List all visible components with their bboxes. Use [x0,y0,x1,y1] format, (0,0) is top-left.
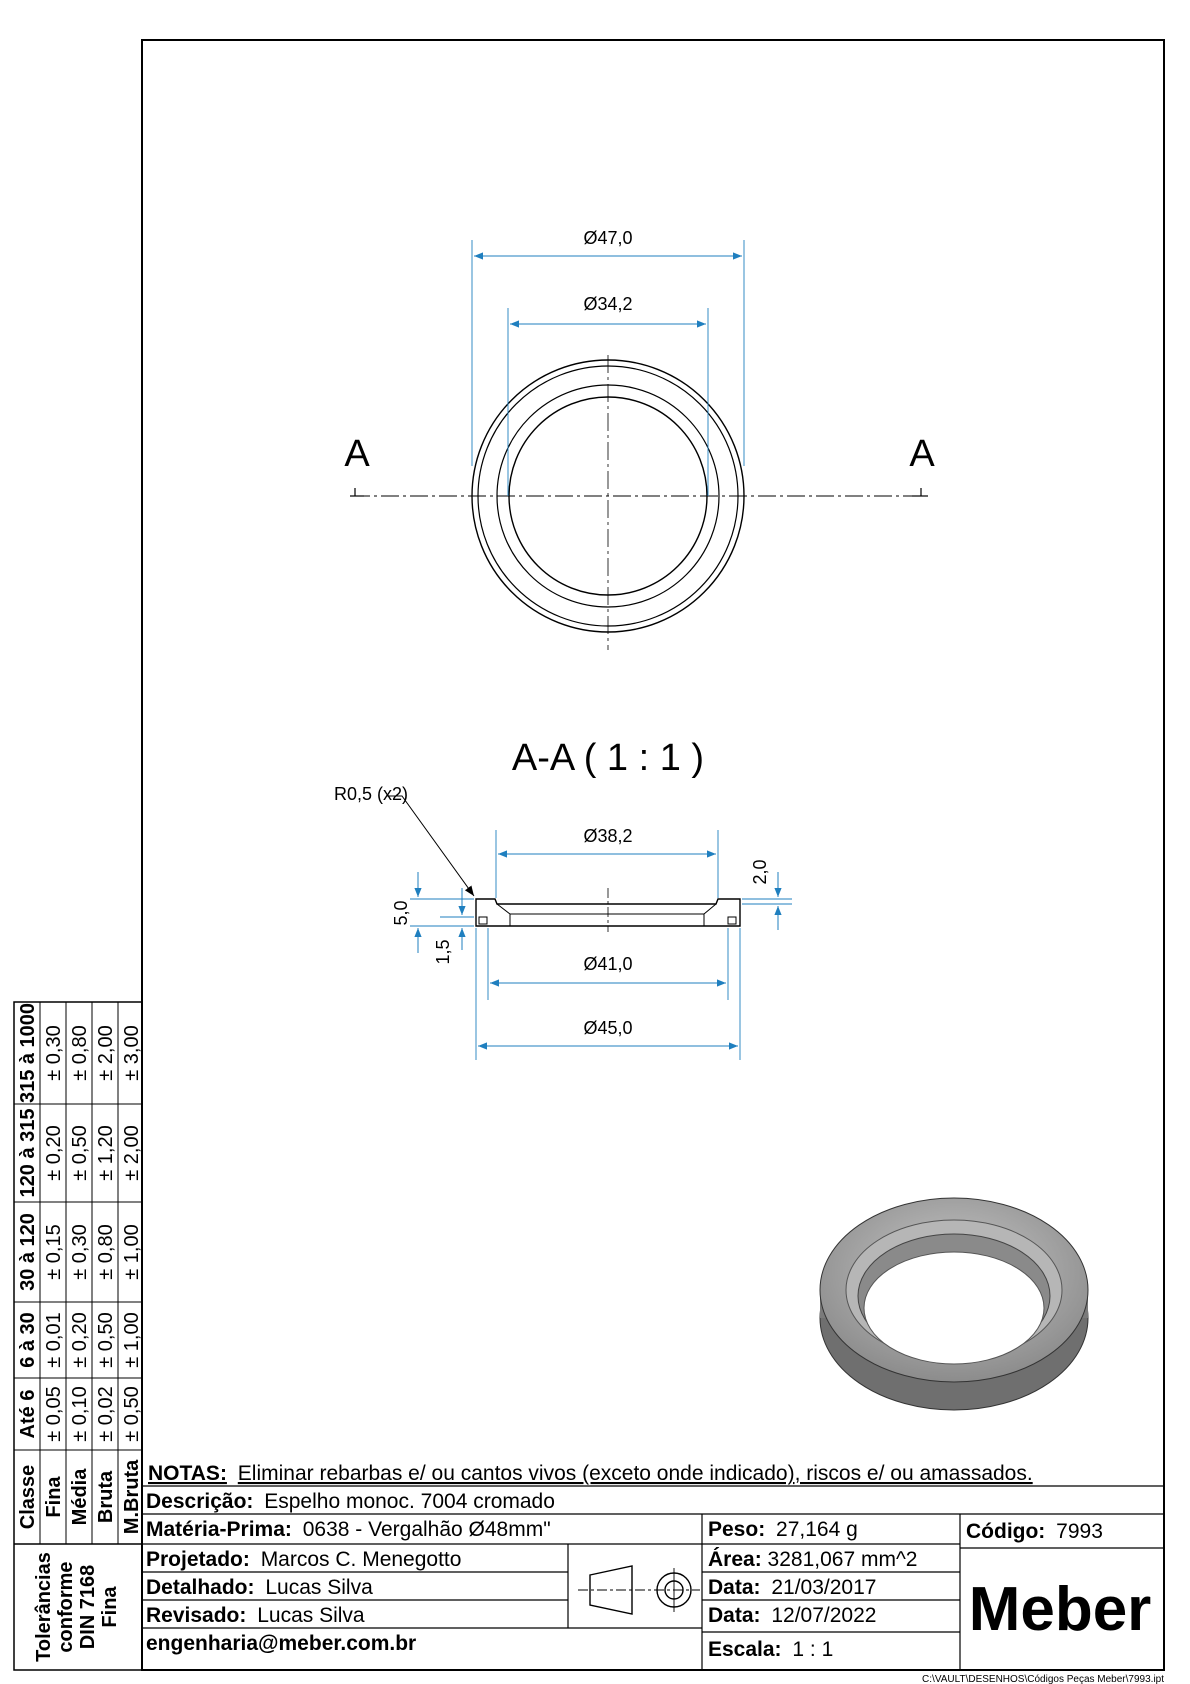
projetado: Projetado: Marcos C. Menegotto [146,1548,462,1571]
svg-text:± 3,00: ± 3,00 [121,1025,143,1081]
tol-class-media: Média [69,1468,91,1526]
dim-section-step: 1,5 [433,939,453,965]
data-criacao: Data: 21/03/2017 [708,1576,877,1599]
svg-text:± 0,80: ± 0,80 [95,1224,117,1280]
tol-class-bruta: Bruta [95,1470,117,1524]
title-block [142,1462,1164,1670]
area: Área: 3281,067 mm^2 [708,1548,918,1571]
dim-outer-diameter: Ø47,0 [583,228,633,248]
svg-text:± 0,50: ± 0,50 [69,1125,91,1181]
tol-class-header: Classe [17,1464,39,1530]
svg-text:± 0,05: ± 0,05 [43,1386,65,1442]
svg-text:± 2,00: ± 2,00 [95,1025,117,1081]
tol-row-120-315 [17,1109,143,1198]
third-angle-projection-symbol [578,1566,700,1614]
svg-text:± 1,00: ± 1,00 [121,1312,143,1368]
dim-inner-diameter: Ø34,2 [583,294,633,314]
tolerance-table [14,1002,143,1670]
dim-section-top: Ø38,2 [583,826,633,846]
drawing-frame [142,40,1164,1670]
dim-section-bottom: Ø45,0 [583,1018,633,1038]
company-logo: Meber [968,1575,1152,1644]
svg-text:± 0,15: ± 0,15 [43,1224,65,1280]
svg-text:± 0,20: ± 0,20 [69,1312,91,1368]
dim-section-height: 5,0 [391,900,411,926]
svg-text:120 à 315: 120 à 315 [17,1108,39,1198]
notes-label: NOTAS: [148,1462,227,1485]
section-view [334,737,792,1060]
radius-note: R0,5 (x2) [334,784,409,804]
codigo: Código: 7993 [966,1520,1103,1543]
tol-class-fina: Fina [43,1476,65,1518]
section-label-right: A [909,433,935,475]
revisado: Revisado: Lucas Silva [146,1604,365,1627]
peso: Peso: 27,164 g [708,1518,858,1541]
svg-text:315 à 1000: 315 à 1000 [17,1002,39,1104]
svg-text:Até 6: Até 6 [17,1389,39,1439]
materia-prima: Matéria-Prima: 0638 - Vergalhão Ø48mm" [146,1518,551,1541]
svg-text:± 0,02: ± 0,02 [95,1386,117,1442]
tol-row-30-120 [17,1213,143,1291]
tol-caption-3: DIN 7168 [77,1564,99,1650]
ring-groove-left [479,917,487,924]
email: engenharia@meber.com.br [146,1632,417,1655]
escala: Escala: 1 : 1 [708,1638,834,1661]
svg-text:± 0,80: ± 0,80 [69,1025,91,1081]
svg-text:± 0,10: ± 0,10 [69,1386,91,1442]
svg-text:± 0,30: ± 0,30 [69,1224,91,1280]
section-label-left: A [344,433,370,475]
svg-text:6 à 30: 6 à 30 [17,1312,39,1368]
notes [148,1462,1033,1485]
ring-groove-right [728,917,736,924]
detalhado: Detalhado: Lucas Silva [146,1576,373,1599]
dim-section-mid: Ø41,0 [583,954,633,974]
tol-class-mbruta: M.Bruta [121,1459,143,1535]
svg-text:± 1,00: ± 1,00 [121,1224,143,1280]
svg-text:± 0,30: ± 0,30 [43,1025,65,1081]
dim-section-recess: 2,0 [750,859,770,885]
notes-text: Eliminar rebarbas e/ ou cantos vivos (exceto onde indicado), riscos e/ ou amassados. [237,1462,1033,1485]
file-path: C:\VAULT\DESENHOS\Códigos Peças Meber\7993.ipt [922,1674,1164,1684]
tol-caption-1: Tolerâncias [33,1552,55,1662]
svg-text:± 1,20: ± 1,20 [95,1125,117,1181]
svg-text:± 0,50: ± 0,50 [121,1386,143,1442]
section-title: A-A ( 1 : 1 ) [511,737,705,779]
tol-caption-2: conforme [55,1561,77,1653]
top-view [344,228,935,650]
svg-text:± 2,00: ± 2,00 [121,1125,143,1181]
tol-row-315-1000 [17,1003,143,1103]
tol-row-ate6 [17,1386,143,1441]
svg-text:± 0,20: ± 0,20 [43,1125,65,1181]
svg-text:± 0,01: ± 0,01 [43,1312,65,1368]
tol-caption-4: Fina [99,1586,121,1628]
tol-row-6-30 [17,1312,143,1368]
isometric-ring-render [820,1198,1088,1410]
svg-text:± 0,50: ± 0,50 [95,1312,117,1368]
svg-text:30 à 120: 30 à 120 [17,1213,39,1291]
data-revisao: Data: 12/07/2022 [708,1604,877,1627]
descricao: Descrição: Espelho monoc. 7004 cromado [146,1490,555,1513]
